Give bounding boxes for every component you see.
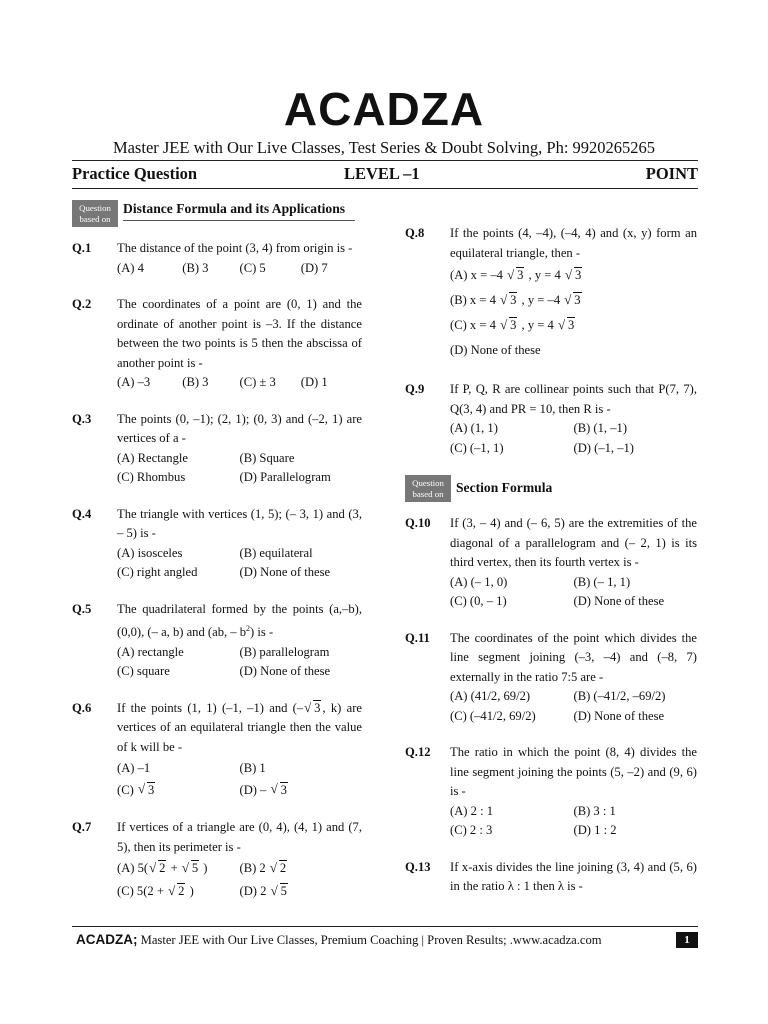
- question-number: Q.2: [72, 297, 92, 311]
- option-a: (A) (1, 1): [450, 421, 498, 435]
- option-a: (A) 4: [117, 260, 144, 275]
- topic-heading: [72, 200, 362, 227]
- question-10: [405, 514, 697, 612]
- option-d: (D) (–1, –1): [573, 440, 635, 455]
- question-number: Q.4: [72, 506, 92, 521]
- question-number: Q.5: [72, 601, 92, 616]
- question-7: [72, 818, 362, 903]
- question-number: Q.3: [72, 411, 92, 426]
- option-d: (D) 1: [300, 375, 328, 389]
- footer-rule: [72, 926, 698, 927]
- question-9: [405, 380, 697, 458]
- option-d: (D) None of these: [239, 565, 331, 579]
- option-c: (C) 5: [239, 260, 266, 275]
- question-text: If vertices of a triangle are (0, 4), (4, 1) and (7, 5), then its perimeter is -: [117, 820, 362, 854]
- topic-title: Distance Formula and its Applications: [123, 200, 355, 221]
- tagline: Master JEE with Our Live Classes, Test Series & Doubt Solving, Ph: 9920265265: [112, 138, 656, 157]
- option-c: (C) 5(2 + √ 2 ): [117, 880, 240, 903]
- sqrt-expression: √ 3: [304, 699, 321, 719]
- left-column: [72, 200, 362, 920]
- option-c: (C) 2 : 3: [450, 823, 493, 837]
- option-d: (D) None of these: [239, 664, 331, 679]
- option-c: (C) x = 4 √ 3 , y = 4 √ 3: [450, 313, 697, 338]
- question-text: The distance of the point (3, 4) from origin is -: [117, 241, 353, 255]
- question-4: [72, 505, 362, 583]
- option-b: (B) equilateral: [239, 545, 313, 560]
- option-a: (A) Rectangle: [117, 450, 188, 465]
- option-a: (A) –3: [117, 375, 151, 389]
- option-c: (C) Rhombus: [117, 470, 186, 484]
- question-text: The triangle with vertices (1, 5); (– 3, 1) and (3, – 5) is -: [117, 506, 362, 540]
- option-d: (D) 7: [300, 260, 328, 275]
- question-3: [72, 410, 362, 488]
- option-a: (A) (41/2, 69/2): [450, 689, 531, 703]
- option-d: (D) None of these: [450, 343, 541, 357]
- option-a: (A) rectangle: [117, 644, 184, 659]
- option-a: (A) 5(√ 2 + √ 5 ): [117, 857, 240, 880]
- option-b: (B) Square: [239, 450, 295, 465]
- option-b: (B) 3: [182, 375, 209, 389]
- option-d: (D) 2 √ 5: [240, 880, 363, 903]
- question-number: Q.7: [72, 820, 92, 835]
- chapter-label: POINT: [645, 164, 698, 183]
- option-c: (C) square: [117, 664, 170, 679]
- level-label: LEVEL –1: [344, 164, 420, 183]
- option-a: (A) –1: [117, 761, 151, 776]
- question-11: [405, 629, 697, 727]
- question-text: If x-axis divides the line joining (3, 4) and (5, 6) in the ratio λ : 1 then λ is -: [450, 859, 697, 893]
- option-a: (A) x = –4 √ 3 , y = 4 √ 3: [450, 263, 697, 288]
- question-text: The points (0, –1); (2, 1); (0, 3) and (–2, 1) are vertices of a -: [117, 411, 362, 445]
- question-based-on-badge: Question based on: [405, 475, 451, 502]
- question-text: If P, Q, R are collinear points such that P(7, 7), Q(3, 4) and PR = 10, then R is -: [450, 382, 697, 416]
- question-13: [405, 858, 697, 897]
- option-c: (C) ± 3: [239, 375, 276, 389]
- footer-brand: ACADZA;: [76, 932, 138, 947]
- option-c: (C) (0, – 1): [450, 594, 507, 608]
- question-1: [72, 239, 362, 278]
- question-number: Q.1: [72, 241, 92, 255]
- header-rule-bottom: [72, 188, 698, 189]
- question-text: If (3, – 4) and (– 6, 5) are the extremities of the diagonal of a parallelogram and (– 2, 1) is its third vertex, then its fourth vertex is -: [450, 516, 697, 569]
- option-b: (B) x = 4 √ 3 , y = –4 √ 3: [450, 288, 697, 313]
- question-text: The quadrilateral formed by the points (a,–b), (0,0), (– a, b) and (ab, – $b^2$) is -: [117, 601, 362, 640]
- question-number: Q.10: [405, 516, 431, 530]
- question-text: The coordinates of the point which divides the line segment joining (–3, –4) and (–8, 7) externally in the ratio 7:5 are -: [450, 630, 697, 684]
- question-number: Q.13: [405, 859, 431, 874]
- option-c: (C) right angled: [117, 565, 198, 579]
- question-number: Q.11: [405, 630, 430, 645]
- option-d: (D) 1 : 2: [573, 823, 617, 837]
- question-number: Q.6: [72, 700, 92, 715]
- right-column: [405, 224, 697, 914]
- option-d: (D) None of these: [573, 594, 665, 608]
- page-number: 1: [676, 932, 698, 948]
- option-d: (D) None of these: [573, 708, 665, 723]
- option-a: (A) isosceles: [117, 545, 183, 560]
- question-12: [405, 743, 697, 841]
- option-b: (B) 3: [182, 260, 209, 275]
- header-rule-top: [72, 160, 698, 161]
- option-b: (B) parallelogram: [239, 644, 330, 659]
- question-text: The ratio in which the point (8, 4) divides the line segment joining the points (5, –2) and (9, 6) is -: [450, 745, 697, 798]
- question-number: Q.8: [405, 226, 425, 240]
- question-2: [72, 295, 362, 393]
- topic-heading: [405, 475, 697, 502]
- option-b: (B) (–41/2, –69/2): [573, 689, 666, 703]
- question-number: Q.12: [405, 745, 431, 759]
- brand-logo: ACADZA: [283, 83, 485, 135]
- question-8: [405, 224, 697, 363]
- option-b: (B) 3 : 1: [573, 803, 616, 818]
- topic-title: Section Formula: [456, 480, 553, 495]
- option-b: (B) 1: [239, 761, 266, 776]
- question-5: [72, 600, 362, 682]
- option-c: (C) √ 3: [117, 779, 240, 801]
- option-d: (D) – √ 3: [240, 779, 363, 801]
- option-b: (B) (1, –1): [573, 421, 628, 435]
- practice-question-label: Practice Question: [72, 164, 198, 183]
- question-text: If the points (4, –4), (–4, 4) and (x, y) form an equilateral triangle, then -: [450, 226, 697, 260]
- option-a: (A) (– 1, 0): [450, 574, 508, 589]
- option-b: (B) (– 1, 1): [573, 574, 631, 589]
- option-c: (C) (–1, 1): [450, 440, 504, 455]
- question-6: [72, 699, 362, 802]
- footer-text: ACADZA; Master JEE with Our Live Classes, Premium Coaching | Proven Results; .www.acadza.com: [76, 932, 602, 947]
- option-c: (C) (–41/2, 69/2): [450, 708, 536, 723]
- question-number: Q.9: [405, 382, 425, 396]
- question-text: If the points (1, 1) (–1, –1) and (–√ 3 , k) are vertices of an equilateral triangle then the value of k will be -: [117, 699, 362, 758]
- question-text: The coordinates of a point are (0, 1) and the ordinate of another point is –3. If the distance between the two points is 5 then the abscissa of another point is -: [117, 297, 362, 370]
- option-a: (A) 2 : 1: [450, 803, 494, 818]
- option-d: (D) Parallelogram: [239, 470, 331, 484]
- option-b: (B) 2 √ 2: [240, 857, 363, 880]
- question-based-on-badge: Question based on: [72, 200, 118, 227]
